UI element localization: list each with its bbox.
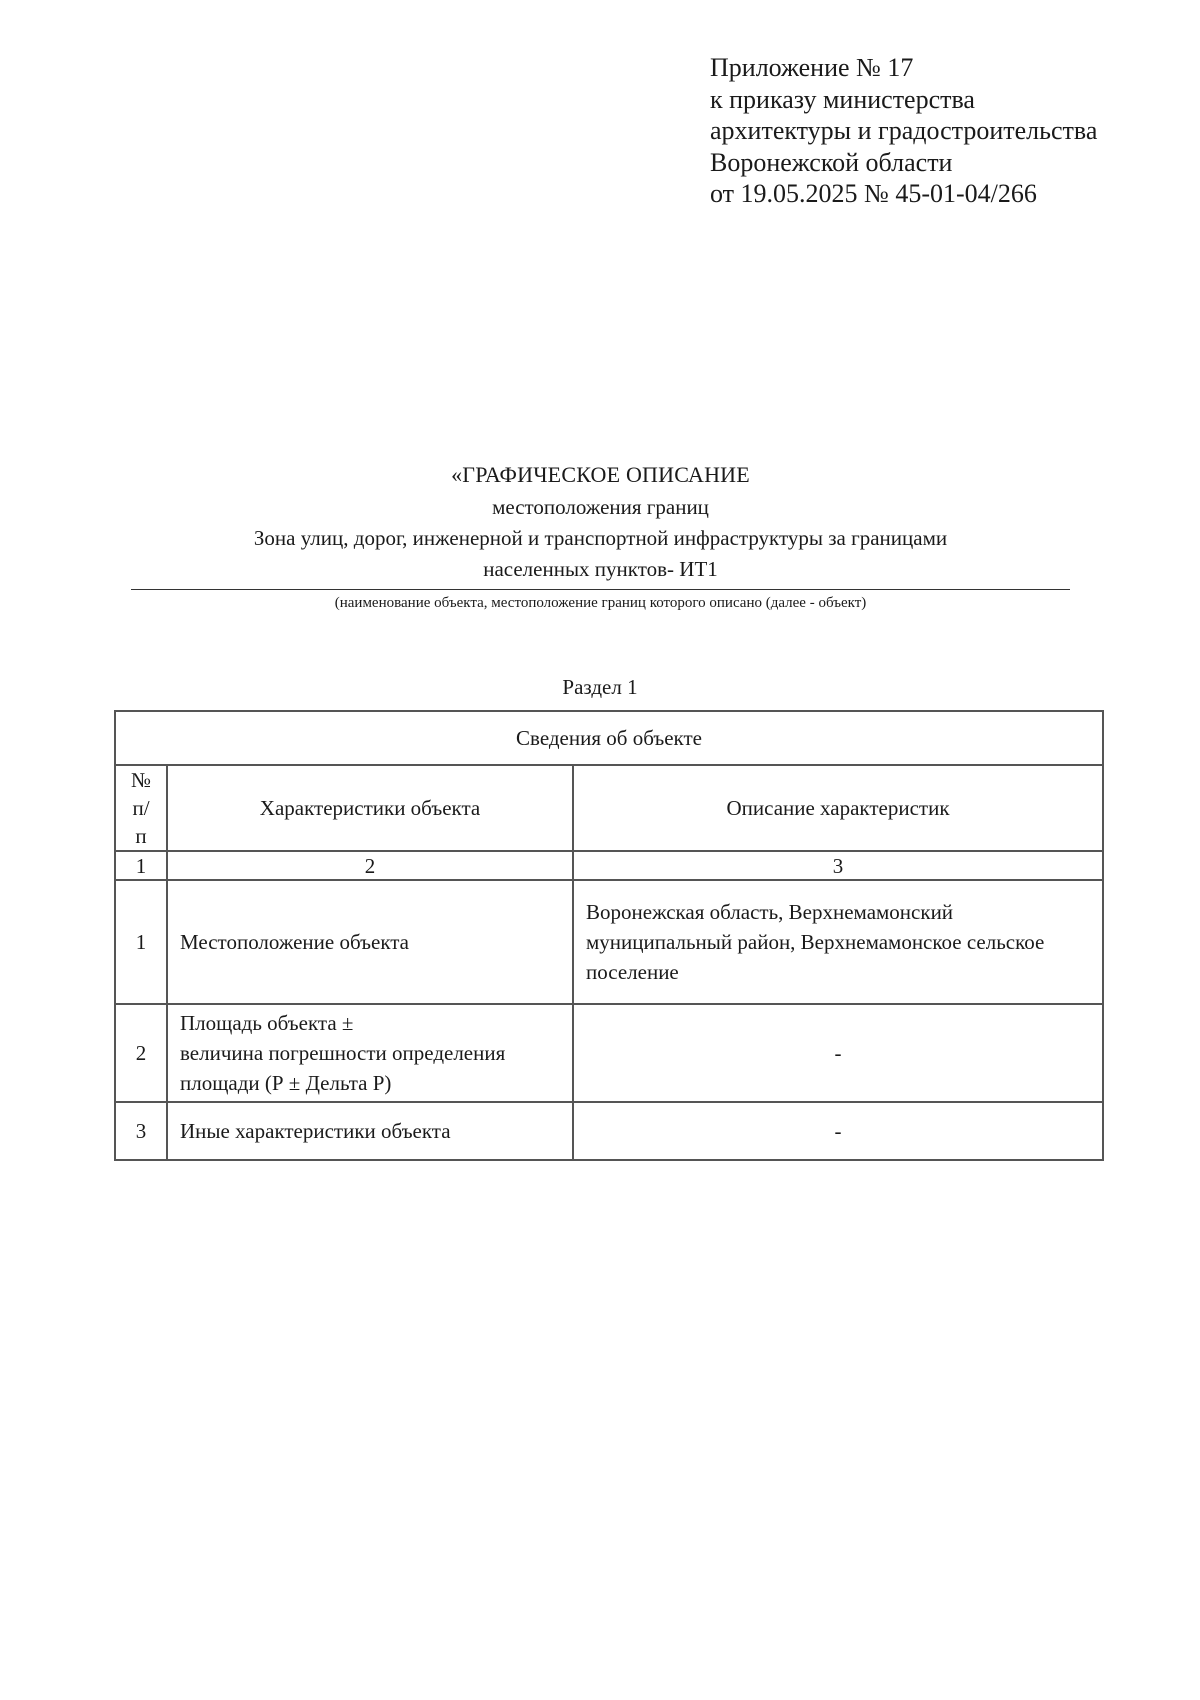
section-label: Раздел 1	[562, 675, 638, 699]
row-characteristic: Иные характеристики объекта	[167, 1102, 573, 1160]
object-name-line-2: населенных пунктов- ИТ1	[483, 557, 718, 581]
header-number-line-2: п/п	[132, 796, 150, 848]
header-characteristic: Характеристики объекта	[167, 765, 573, 851]
row-characteristic-line-2: величина погрешности определения	[180, 1041, 506, 1065]
header-description: Описание характеристик	[573, 765, 1103, 851]
appendix-line-5: от 19.05.2025 № 45-01-04/266	[710, 179, 1037, 208]
table-caption: Сведения об объекте	[115, 711, 1103, 765]
row-number: 2	[115, 1004, 167, 1102]
row-characteristic	[167, 1004, 573, 1102]
row-number: 3	[115, 1102, 167, 1160]
appendix-line-4: Воронежской области	[710, 147, 953, 177]
table-row	[115, 1004, 1103, 1102]
object-name-note: (наименование объекта, местоположение границ которого описано (далее - объект)	[334, 595, 867, 611]
column-number-1: 1	[115, 851, 167, 880]
table-row	[115, 880, 1103, 1004]
appendix-line-2: к приказу министерства	[710, 84, 975, 114]
document-title-block	[131, 458, 1070, 614]
row-number: 1	[115, 880, 167, 1004]
column-number-2: 2	[167, 851, 573, 880]
header-number-line-1: №	[130, 768, 152, 792]
appendix-line-3: архитектуры и градостроительства	[710, 116, 1098, 145]
object-name-underline	[131, 589, 1070, 590]
column-number-3: 3	[573, 851, 1103, 880]
object-info-table	[114, 710, 1104, 1161]
appendix-line-1: Приложение № 17	[710, 53, 914, 82]
header-number	[115, 765, 167, 851]
document-subtitle: местоположения границ	[492, 495, 709, 519]
document-title: «ГРАФИЧЕСКОЕ ОПИСАНИЕ	[451, 462, 750, 487]
table-row	[115, 1102, 1103, 1160]
row-characteristic-line-3: площади (Р ± Дельта Р)	[180, 1071, 392, 1095]
row-characteristic-line-1: Площадь объекта ±	[180, 1011, 354, 1035]
row-description: -	[573, 1102, 1103, 1160]
appendix-header	[710, 52, 1097, 210]
row-description: Воронежская область, Верхнемамонский муниципальный район, Верхнемамонское сельское поселение	[573, 880, 1103, 1004]
row-description: -	[573, 1004, 1103, 1102]
row-characteristic: Местоположение объекта	[167, 880, 573, 1004]
table-header-row	[115, 765, 1103, 851]
column-number-row	[115, 851, 1103, 880]
object-name-line-1: Зона улиц, дорог, инженерной и транспортной инфраструктуры за границами	[253, 526, 948, 550]
table-caption-row	[115, 711, 1103, 765]
